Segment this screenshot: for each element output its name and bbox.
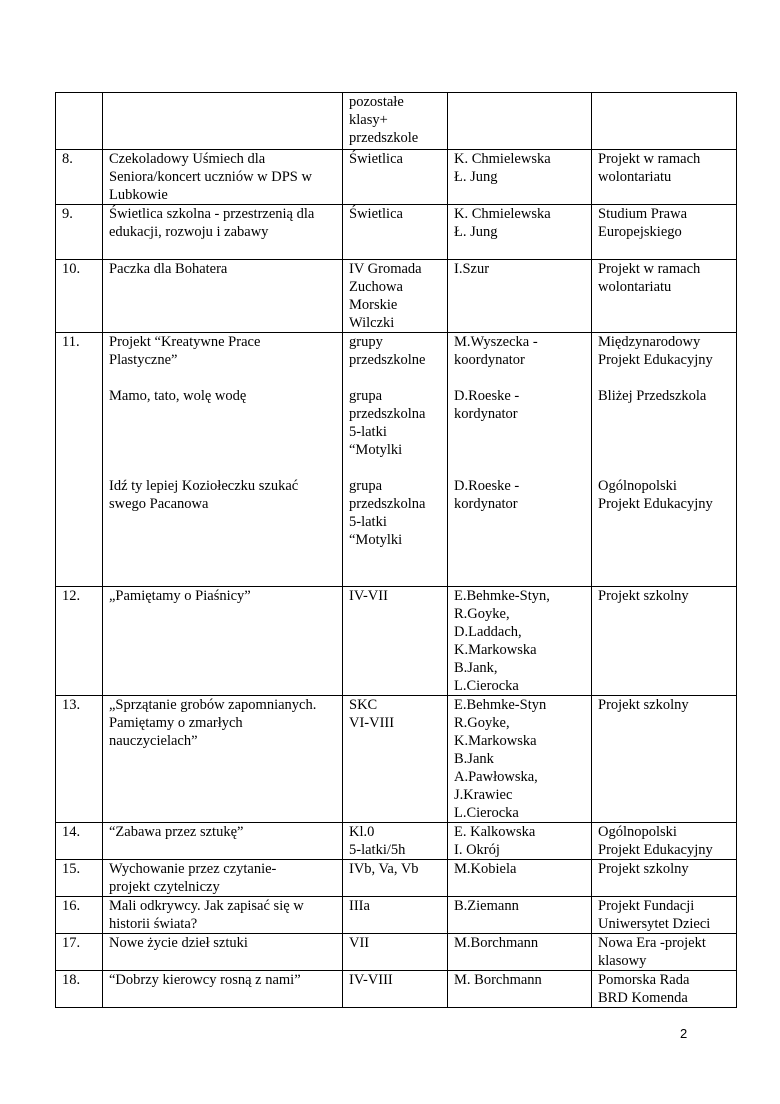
table-row [56,823,737,860]
coordinator: E.Behmke-Styn, R.Goyke, D.Laddach, K.Markowska B.Jank, L.Cierocka [454,588,550,694]
row-number: 10. [62,261,81,277]
project-type: Ogólnopolski Projekt Edukacyjny [598,478,713,512]
cell-type [592,93,737,150]
table-row [56,696,737,823]
project-title: “Dobrzy kierowcy rosną z nami” [109,972,301,988]
participants: Świetlica [349,206,403,222]
participants: pozostałe klasy+ przedszkole [349,94,419,146]
page-number: 2 [680,1026,688,1041]
coordinator: M.Kobiela [454,861,517,877]
project-title: Paczka dla Bohatera [109,261,228,277]
project-type: Pomorska Rada BRD Komenda [598,972,690,1006]
project-title: Mamo, tato, wolę wodę [109,388,247,404]
project-type: Projekt w ramach wolontariatu [598,151,701,185]
coordinator: I.Szur [454,261,490,277]
coordinator: M.Borchmann [454,935,539,951]
cell-participants [343,93,448,150]
row-number: 14. [62,824,81,840]
row-number: 11. [62,334,80,350]
participants: IV-VII [349,588,388,604]
project-title: Idź ty lepiej Koziołeczku szukać swego Pacanowa [109,478,299,512]
project-type: Studium Prawa Europejskiego [598,206,688,240]
table-row [56,971,737,1008]
project-title: Świetlica szkolna - przestrzenią dla edukacji, rozwoju i zabawy [109,206,315,240]
table-row [56,897,737,934]
coordinator: D.Roeske - kordynator [454,388,520,422]
project-type: Projekt szkolny [598,861,689,877]
coordinator: B.Ziemann [454,898,519,914]
project-title: „Sprzątanie grobów zapomnianych. Pamiętamy o zmarłych nauczycielach” [109,697,317,749]
coordinator: E.Behmke-Styn R.Goyke, K.Markowska B.Jank A.Pawłowska, J.Krawiec L.Cierocka [454,697,547,821]
project-title: „Pamiętamy o Piaśnicy” [109,588,251,604]
participants: SKC VI-VIII [349,697,395,731]
project-type: Projekt Fundacji Uniwersytet Dzieci [598,898,711,932]
row-number: 9. [62,206,73,222]
project-title: “Zabawa przez sztukę” [109,824,244,840]
project-title: Nowe życie dzieł sztuki [109,935,248,951]
table-row [56,934,737,971]
row-number: 8. [62,151,73,167]
coordinator: D.Roeske - kordynator [454,478,520,512]
participants: IIIa [349,898,370,914]
cell-no [56,93,103,150]
project-title: Mali odkrywcy. Jak zapisać się w historii świata? [109,898,304,932]
row-number: 15. [62,861,81,877]
project-title: Czekoladowy Uśmiech dla Seniora/koncert uczniów w DPS w Lubkowie [109,151,312,203]
participants: VII [349,935,370,951]
participants: Świetlica [349,151,403,167]
table-row [56,260,737,333]
project-type: Projekt szkolny [598,588,689,604]
cell-coordinator [448,93,592,150]
project-title: Wychowanie przez czytanie- projekt czytelniczy [109,861,277,895]
row-number: 17. [62,935,81,951]
coordinator: K. Chmielewska Ł. Jung [454,151,551,185]
participants: Kl.0 5-latki/5h [349,824,406,858]
participants: grupy przedszkolne [349,334,426,368]
project-type: Nowa Era -projekt klasowy [598,935,706,969]
projects-table [55,92,737,1008]
table-row [56,93,737,150]
participants: IV Gromada Zuchowa Morskie Wilczki [349,261,422,331]
row-number: 16. [62,898,81,914]
project-type: Międzynarodowy Projekt Edukacyjny [598,334,713,368]
coordinator: E. Kalkowska I. Okrój [454,824,536,858]
participants: IVb, Va, Vb [349,861,419,877]
coordinator: M.Wyszecka - koordynator [454,334,538,368]
table-row [56,333,737,587]
project-type: Ogólnopolski Projekt Edukacyjny [598,824,713,858]
row-number: 13. [62,697,81,713]
table-row [56,587,737,696]
participants: grupa przedszkolna 5-latki “Motylki [349,388,426,458]
project-type: Projekt szkolny [598,697,689,713]
row-number: 18. [62,972,81,988]
coordinator: K. Chmielewska Ł. Jung [454,206,551,240]
project-type: Bliżej Przedszkola [598,388,707,404]
project-title: Projekt “Kreatywne Prace Plastyczne” [109,334,261,368]
table-row [56,205,737,260]
participants: IV-VIII [349,972,393,988]
project-type: Projekt w ramach wolontariatu [598,261,701,295]
row-number: 12. [62,588,81,604]
table-row [56,150,737,205]
table-row [56,860,737,897]
cell-title [103,93,343,150]
coordinator: M. Borchmann [454,972,542,988]
participants: grupa przedszkolna 5-latki “Motylki [349,478,426,548]
